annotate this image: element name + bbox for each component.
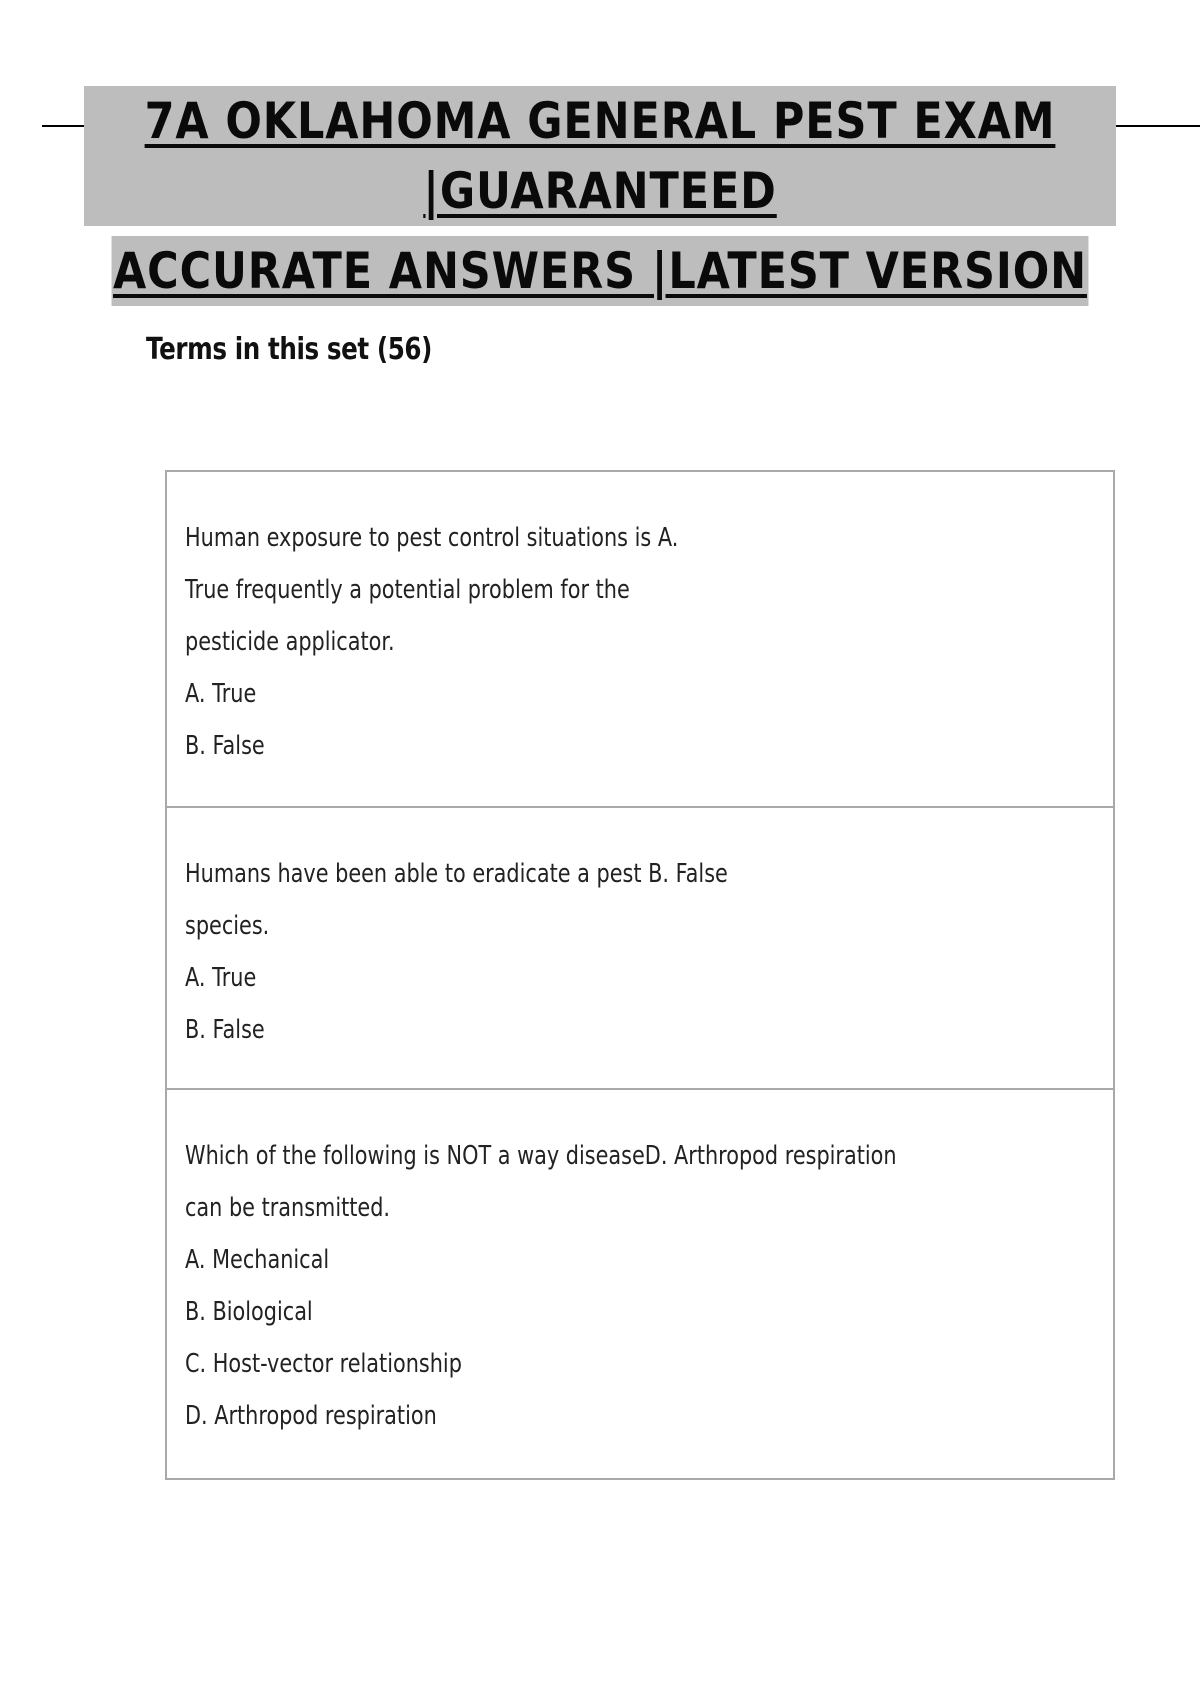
card-line [185,512,913,564]
terms-count-heading: Terms in this set (56) [146,332,432,367]
card-line [185,564,913,616]
flashcard [167,808,1113,1090]
term-text: Human exposure to pest control situations is [185,523,652,553]
definition-text: A. [657,523,679,553]
card-line [185,1130,913,1182]
card-content [185,512,913,772]
card-content [185,1130,913,1442]
definition-text: B. False [648,859,728,889]
flashcard [167,1090,1113,1478]
option-text: B. Biological [185,1297,313,1327]
flashcard [167,472,1113,808]
term-text: frequently a potential problem for the [235,575,630,605]
term-text: Humans have been able to eradicate a pest [185,859,642,889]
option-text: D. Arthropod respiration [185,1401,437,1431]
term-text: pesticide applicator. [185,627,395,657]
option-text: B. False [185,731,265,761]
option-text: A. True [185,963,257,993]
option-text: B. False [185,1015,265,1045]
title-line-2: ACCURATE ANSWERS |LATEST VERSION [111,236,1088,306]
term-text: can be transmitted. [185,1193,391,1223]
definition-text: D. Arthropod respiration [644,1141,897,1171]
card-line [185,848,913,900]
title-line-1: 7A OKLAHOMA GENERAL PEST EXAM |GUARANTEED [84,86,1116,226]
card-content [185,848,913,1056]
term-text: species. [185,911,270,941]
option-text: A. Mechanical [185,1245,330,1275]
option-text: C. Host-vector relationship [185,1349,462,1379]
definition-text: True [185,575,230,605]
term-text: Which of the following is NOT a way disease [185,1141,645,1171]
document-title [84,86,1116,311]
flashcard-list [165,470,1115,1480]
option-text: A. True [185,679,257,709]
